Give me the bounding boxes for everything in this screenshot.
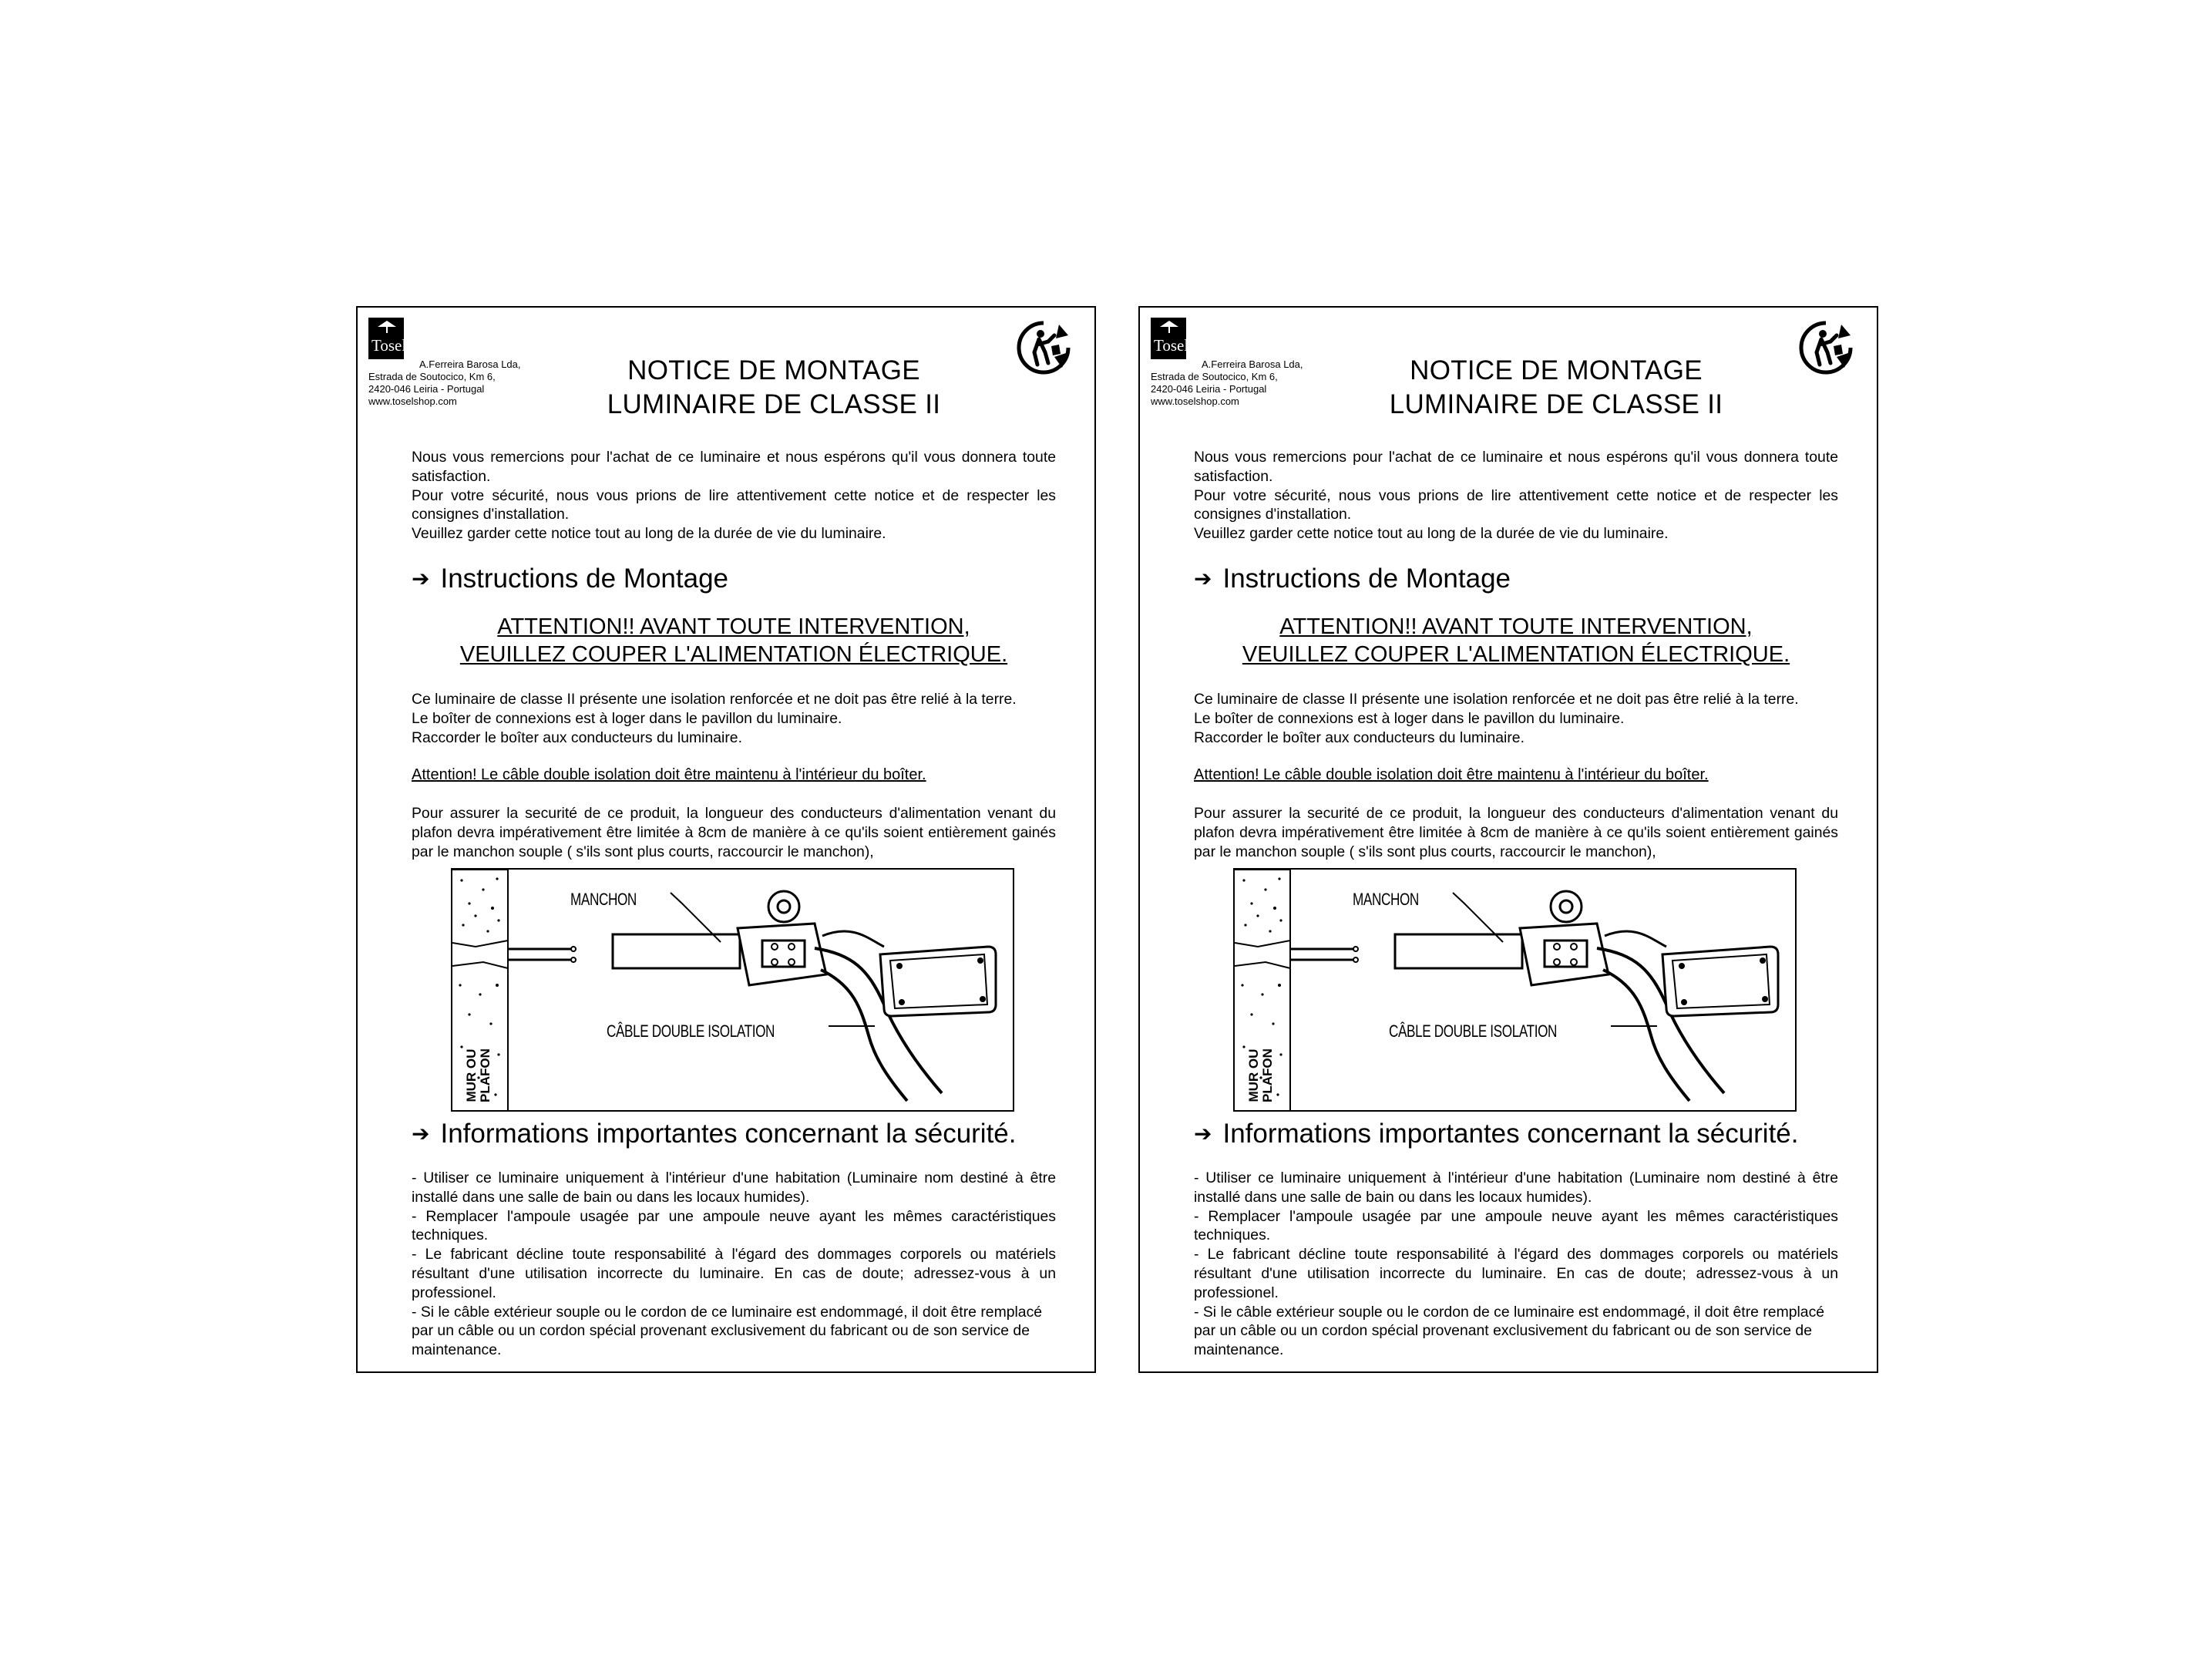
weee-recycle-icon <box>1014 318 1073 377</box>
safety-text <box>412 1169 1056 1360</box>
tosel-logo <box>1151 318 1189 359</box>
intro-paragraph: Veuillez garder cette notice tout au long de la durée de vie du luminaire. <box>1194 525 1669 543</box>
class-ii-text <box>1194 690 1838 747</box>
weee-recycle-icon <box>1797 318 1855 377</box>
address-line: Estrada de Soutocico, Km 6, <box>368 371 496 382</box>
instruction-sheet-right <box>1138 306 1878 1373</box>
warning-line: VEUILLEZ COUPER L'ALIMENTATION ÉLECTRIQUE. <box>1242 642 1790 667</box>
section-heading-text: Instructions de Montage <box>440 564 729 594</box>
security-text <box>412 804 1056 861</box>
section-heading-text: Informations importantes concernant la sécurité. <box>440 1119 1017 1149</box>
safety-item: - Utiliser ce luminaire uniquement à l'intérieur d'une habitation (Luminaire nom destiné à être installé dans une salle de bain ou dans les locaux humides). <box>412 1169 1056 1206</box>
logo-text: Tosel <box>371 336 407 355</box>
diagram-label-wall <box>465 1048 492 1102</box>
safety-text <box>1194 1169 1838 1360</box>
intro-text <box>412 448 1056 543</box>
class-paragraph: Ce luminaire de classe II présente une isolation renforcée et ne doit pas être relié à la terre. <box>1194 691 1799 708</box>
security-paragraph: Pour assurer la securité de ce produit, la longueur des conducteurs d'alimentation venant du plafon devra impérativement être limitée à 8cm de manière à ce qu'ils soient entièrement gainés par le manchon souple ( s'ils sont plus courts, raccourcir le manchon), <box>412 805 1056 860</box>
warning-line: ATTENTION!! AVANT TOUTE INTERVENTION, <box>497 614 970 639</box>
address-line: A.Ferreira Barosa Lda, <box>419 358 521 370</box>
instruction-sheet-left <box>356 306 1096 1373</box>
wiring-diagram-drawing <box>1235 870 1795 1110</box>
wall-label-line: PLAFON <box>1260 1048 1275 1102</box>
address-line: A.Ferreira Barosa Lda, <box>1202 358 1303 370</box>
cable-attention-note: Attention! Le câble double isolation doit être maintenu à l'intérieur du boîter. <box>412 766 926 783</box>
section-heading-safety <box>1194 1119 1799 1149</box>
class-paragraph: Le boîter de connexions est à loger dans le pavillon du luminaire. <box>412 709 842 727</box>
right-arrow-icon: ➔ <box>412 567 430 591</box>
diagram-label-cable: CÂBLE DOUBLE ISOLATION <box>1389 1021 1558 1041</box>
page-title <box>535 354 1013 422</box>
section-heading-montage <box>412 564 728 594</box>
company-address <box>368 358 521 408</box>
intro-paragraph: Nous vous remercions pour l'achat de ce luminaire et nous espérons qu'il vous donnera toute satisfaction. <box>1194 449 1838 485</box>
title-line: LUMINAIRE DE CLASSE II <box>607 389 941 419</box>
website-text: www.toselshop.com <box>1151 395 1239 407</box>
address-line: Estrada de Soutocico, Km 6, <box>1151 371 1278 382</box>
safety-item: - Si le câble extérieur souple ou le cordon de ce luminaire est endommagé, il doit être remplacé par un câble ou un cordon spécial provenant exclusivement du fabricant ou de son service de maintenance. <box>1194 1303 1825 1359</box>
website-text: www.toselshop.com <box>368 395 457 407</box>
section-heading-montage <box>1194 564 1511 594</box>
title-line: LUMINAIRE DE CLASSE II <box>1389 389 1723 419</box>
safety-item: - Si le câble extérieur souple ou le cordon de ce luminaire est endommagé, il doit être remplacé par un câble ou un cordon spécial provenant exclusivement du fabricant ou de son service de maintenance. <box>412 1303 1043 1359</box>
title-line: NOTICE DE MONTAGE <box>627 355 920 385</box>
logo-text: Tosel <box>1154 336 1189 355</box>
wall-label-line: MUR OU <box>1246 1048 1261 1102</box>
security-text <box>1194 804 1838 861</box>
company-address <box>1151 358 1303 408</box>
page-title <box>1317 354 1795 422</box>
class-paragraph: Raccorder le boîter aux conducteurs du luminaire. <box>1194 729 1525 746</box>
safety-item: - Utiliser ce luminaire uniquement à l'intérieur d'une habitation (Luminaire nom destiné à être installé dans une salle de bain ou dans les locaux humides). <box>1194 1169 1838 1206</box>
class-paragraph: Raccorder le boîter aux conducteurs du luminaire. <box>412 729 742 746</box>
wall-label-line: PLAFON <box>478 1048 492 1102</box>
address-line: 2420-046 Leiria - Portugal <box>368 383 485 395</box>
safety-item: - Le fabricant décline toute responsabilité à l'égard des dommages corporels ou matériels résultant d'une utilisation incorrecte du luminaire. En cas de doute; adressez-vous à un professionel. <box>412 1246 1056 1301</box>
class-paragraph: Le boîter de connexions est à loger dans le pavillon du luminaire. <box>1194 709 1625 727</box>
safety-item: - Remplacer l'ampoule usagée par une ampoule neuve ayant les mêmes caractéristiques techniques. <box>412 1207 1056 1244</box>
diagram-label-wall <box>1247 1048 1275 1102</box>
class-paragraph: Ce luminaire de classe II présente une isolation renforcée et ne doit pas être relié à la terre. <box>412 691 1017 708</box>
section-heading-text: Instructions de Montage <box>1222 564 1511 594</box>
power-warning <box>412 613 1056 668</box>
wiring-diagram-drawing <box>452 870 1013 1110</box>
safety-item: - Le fabricant décline toute responsabilité à l'égard des dommages corporels ou matériels résultant d'une utilisation incorrecte du luminaire. En cas de doute; adressez-vous à un professionel. <box>1194 1246 1838 1301</box>
cable-attention-note: Attention! Le câble double isolation doit être maintenu à l'intérieur du boîter. <box>1194 766 1709 783</box>
power-warning <box>1194 613 1838 668</box>
title-line: NOTICE DE MONTAGE <box>1410 355 1703 385</box>
right-arrow-icon: ➔ <box>412 1122 430 1146</box>
right-arrow-icon: ➔ <box>1194 1122 1212 1146</box>
tosel-logo <box>368 318 407 359</box>
wiring-diagram <box>451 868 1014 1112</box>
diagram-label-cable: CÂBLE DOUBLE ISOLATION <box>607 1021 775 1041</box>
intro-paragraph: Pour votre sécurité, nous vous prions de lire attentivement cette notice et de respecter les consignes d'installation. <box>412 486 1056 523</box>
diagram-label-manchon: MANCHON <box>1353 890 1419 909</box>
class-ii-text <box>412 690 1056 747</box>
warning-line: VEUILLEZ COUPER L'ALIMENTATION ÉLECTRIQUE. <box>459 642 1008 667</box>
section-heading-safety <box>412 1119 1017 1149</box>
warning-line: ATTENTION!! AVANT TOUTE INTERVENTION, <box>1279 614 1753 639</box>
intro-paragraph: Veuillez garder cette notice tout au long de la durée de vie du luminaire. <box>412 525 886 543</box>
wiring-diagram <box>1233 868 1797 1112</box>
intro-text <box>1194 448 1838 543</box>
intro-paragraph: Pour votre sécurité, nous vous prions de lire attentivement cette notice et de respecter les consignes d'installation. <box>1194 486 1838 523</box>
diagram-label-manchon: MANCHON <box>570 890 637 909</box>
right-arrow-icon: ➔ <box>1194 567 1212 591</box>
wall-label-line: MUR OU <box>464 1048 479 1102</box>
section-heading-text: Informations importantes concernant la sécurité. <box>1222 1119 1799 1149</box>
safety-item: - Remplacer l'ampoule usagée par une ampoule neuve ayant les mêmes caractéristiques techniques. <box>1194 1207 1838 1244</box>
security-paragraph: Pour assurer la securité de ce produit, la longueur des conducteurs d'alimentation venant du plafon devra impérativement être limitée à 8cm de manière à ce qu'ils soient entièrement gainés par le manchon souple ( s'ils sont plus courts, raccourcir le manchon), <box>1194 805 1838 860</box>
intro-paragraph: Nous vous remercions pour l'achat de ce luminaire et nous espérons qu'il vous donnera toute satisfaction. <box>412 449 1056 485</box>
address-line: 2420-046 Leiria - Portugal <box>1151 383 1267 395</box>
